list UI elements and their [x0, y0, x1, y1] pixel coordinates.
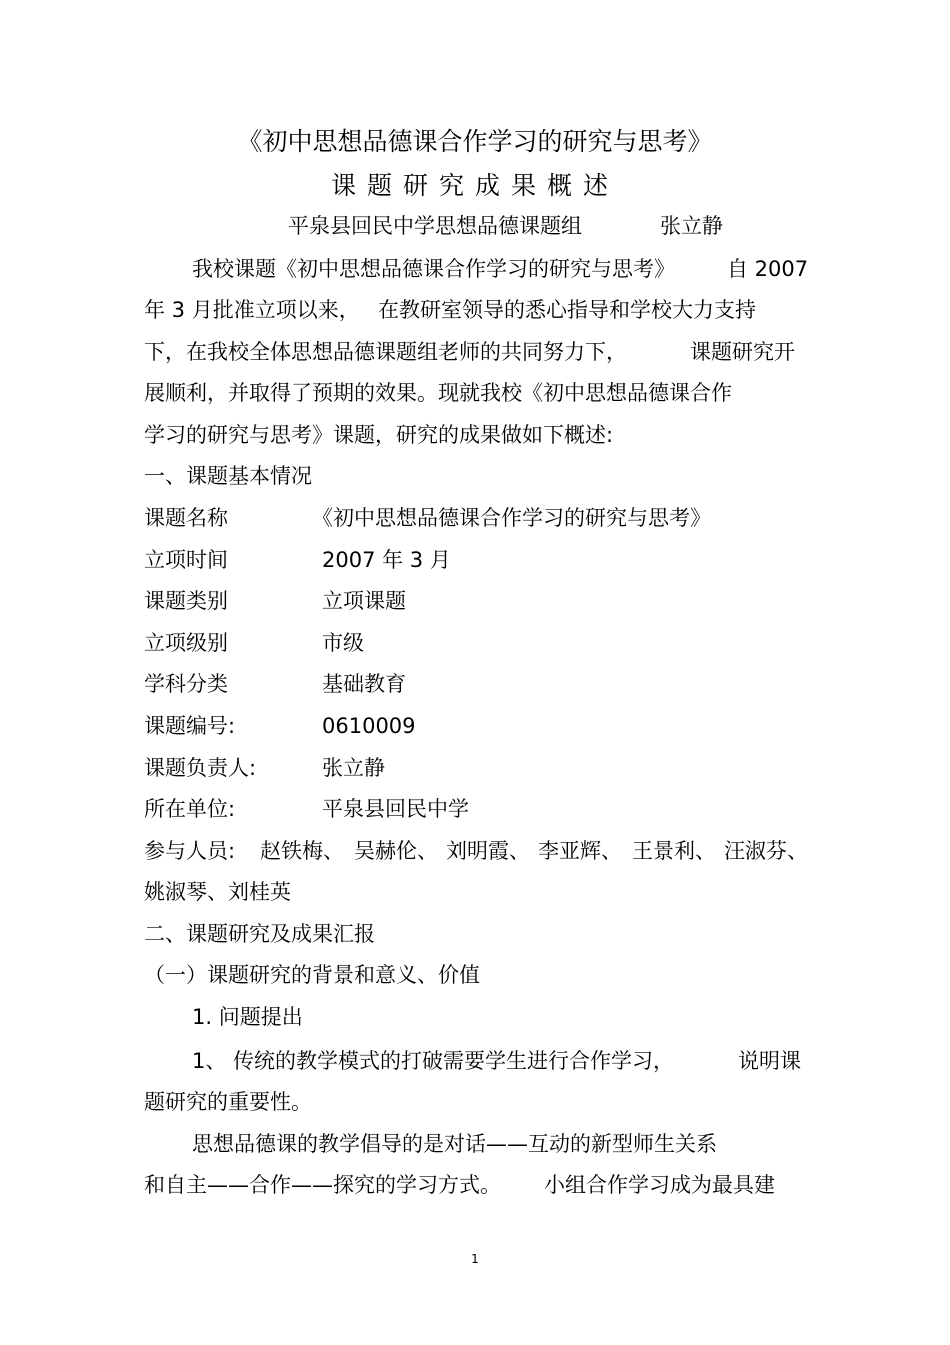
intro-line-4: 展顺利，并取得了预期的效果。现就我校《初中思想品德课合作 [144, 381, 732, 405]
participant-name: 吴赫伦、 [354, 839, 438, 863]
participant-name: 汪淑芬、 [724, 839, 808, 863]
participants-continued: 姚淑琴、刘桂英 [144, 880, 291, 904]
document-subtitle: 课题研究成果概述 [330, 171, 619, 200]
info-value: 平泉县回民中学 [322, 797, 469, 821]
section-2-heading: 二、课题研究及成果汇报 [144, 922, 375, 946]
info-key: 立项时间 [144, 548, 228, 572]
subsection-1-heading: （一）课题研究的背景和意义、价值 [144, 963, 480, 987]
participants-label: 参与人员: [144, 839, 236, 863]
author-org: 平泉县回民中学思想品德课题组 [288, 214, 582, 238]
section-1-heading: 一、课题基本情况 [144, 464, 312, 488]
intro-line-1-b: 自 2007 [727, 257, 809, 281]
participant-name: 刘明霞、 [446, 839, 530, 863]
info-value: 《初中思想品德课合作学习的研究与思考》 [312, 506, 711, 530]
intro-line-3-a: 下，在我校全体思想品德课题组老师的共同努力下， [144, 340, 627, 364]
paragraph-2-line-2-a: 和自主——合作——探究的学习方式。 [144, 1173, 501, 1197]
info-key: 课题编号: [144, 714, 236, 738]
point-1-b: 说明课 [738, 1049, 801, 1073]
info-key: 课题负责人: [144, 756, 257, 780]
info-value: 0610009 [322, 714, 416, 738]
paragraph-2-line-1: 思想品德课的教学倡导的是对话——互动的新型师生关系 [192, 1132, 717, 1156]
page-number: 1 [471, 1252, 479, 1266]
participant-name: 王景利、 [632, 839, 716, 863]
intro-line-2-a: 年 3 月批准立项以来， [144, 298, 360, 322]
point-1-continued: 题研究的重要性。 [144, 1090, 312, 1114]
author-name: 张立静 [660, 214, 723, 238]
intro-line-3-b: 课题研究开 [690, 340, 795, 364]
info-key: 所在单位: [144, 797, 236, 821]
info-value: 2007 年 3 月 [322, 548, 451, 572]
info-key: 学科分类 [144, 672, 228, 696]
info-value: 立项课题 [322, 589, 406, 613]
paragraph-2-line-2-b: 小组合作学习成为最具建 [544, 1173, 775, 1197]
info-key: 课题名称 [144, 506, 228, 530]
info-key: 课题类别 [144, 589, 228, 613]
intro-line-2-b: 在教研室领导的悉心指导和学校大力支持 [378, 298, 756, 322]
document-title: 《初中思想品德课合作学习的研究与思考》 [237, 127, 713, 156]
participant-name: 李亚辉、 [538, 839, 622, 863]
info-value: 市级 [322, 631, 364, 655]
intro-line-1-a: 我校课题《初中思想品德课合作学习的研究与思考》 [192, 257, 675, 281]
info-key: 立项级别 [144, 631, 228, 655]
participant-name: 赵铁梅、 [260, 839, 344, 863]
subsection-item: 1. 问题提出 [192, 1005, 303, 1029]
point-1-a: 1、 传统的教学模式的打破需要学生进行合作学习， [192, 1049, 675, 1073]
info-value: 张立静 [322, 756, 385, 780]
info-value: 基础教育 [322, 672, 406, 696]
intro-line-5: 学习的研究与思考》课题，研究的成果做如下概述: [144, 423, 614, 447]
